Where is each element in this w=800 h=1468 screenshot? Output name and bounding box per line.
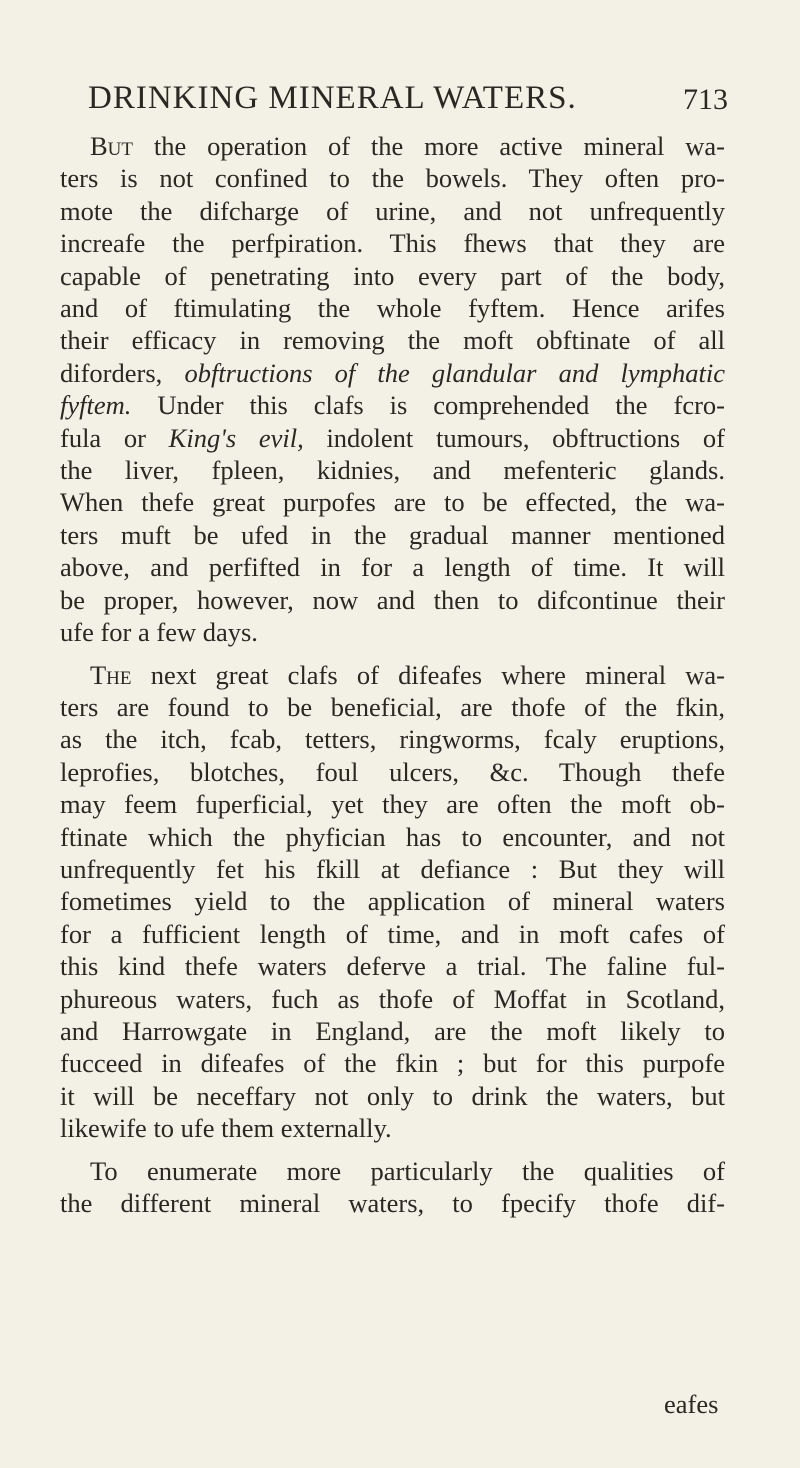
text-line: the liver, fpleen, kidnies, and mefenteric glands.: [60, 455, 725, 486]
body-text: [60, 130, 725, 1219]
text-line: fula or King's evil, indolent tumours, obftructions of: [60, 422, 725, 453]
text-line: increafe the perfpiration. This fhews that they are: [60, 228, 725, 259]
paragraph-2: [60, 659, 725, 1145]
running-head: [88, 76, 728, 120]
text-line: leprofies, blotches, foul ulcers, &c. Though thefe: [60, 756, 725, 787]
text-line: be proper, however, now and then to difcontinue their: [60, 584, 725, 615]
text-line: capable of penetrating into every part of the body,: [60, 260, 725, 291]
text-line: this kind thefe waters deferve a trial. The faline ful-: [60, 951, 725, 982]
text-line: above, and perfifted in for a length of time. It will: [60, 552, 725, 583]
text-line: ters muft be ufed in the gradual manner mentioned: [60, 519, 725, 550]
text-line: fometimes yield to the application of mineral waters: [60, 886, 725, 917]
text-line: and of ftimulating the whole fyftem. Hence arifes: [60, 293, 725, 324]
paragraph-1: [60, 130, 725, 649]
text-line: unfrequently fet his fkill at defiance : But they will: [60, 853, 725, 884]
text-line: their efficacy in removing the moft obftinate of all: [60, 325, 725, 356]
text-line: for a fufficient length of time, and in moft cafes of: [60, 918, 725, 949]
text-line: fucceed in difeafes of the fkin ; but for this purpofe: [60, 1048, 725, 1079]
page-number: 713: [683, 83, 728, 116]
paragraph-3: [60, 1155, 725, 1220]
text-line: The next great clafs of difeafes where mineral wa-: [90, 659, 725, 690]
text-line: ufe for a few days.: [60, 617, 258, 648]
text-line: To enumerate more particularly the qualities of: [90, 1155, 725, 1186]
text-line: as the itch, fcab, tetters, ringworms, fcaly eruptions,: [60, 724, 725, 755]
text-line: mote the difcharge of urine, and not unfrequently: [60, 195, 725, 226]
text-line: ftinate which the phyfician has to encounter, and not: [60, 821, 725, 852]
text-line: and Harrowgate in England, are the moft likely to: [60, 1015, 725, 1046]
text-line: fyftem. Under this clafs is comprehended the fcro-: [60, 390, 725, 421]
text-line: phureous waters, fuch as thofe of Moffat in Scotland,: [60, 983, 725, 1014]
text-line: When thefe great purpofes are to be effected, the wa-: [60, 487, 725, 518]
text-line: diforders, obftructions of the glandular and lymphatic: [60, 357, 725, 388]
text-line: may feem fuperficial, yet they are often the moft ob-: [60, 789, 725, 820]
text-line: the different mineral waters, to fpecify thofe dif-: [60, 1188, 725, 1218]
text-line: But the operation of the more active mineral wa-: [90, 131, 725, 161]
catchword: eafes: [664, 1389, 719, 1419]
running-title: DRINKING MINERAL WATERS.: [88, 80, 577, 116]
text-line: ters is not confined to the bowels. They often pro-: [60, 163, 725, 194]
text-line: it will be neceffary not only to drink the waters, but: [60, 1080, 725, 1111]
text-line: ters are found to be beneficial, are thofe of the fkin,: [60, 691, 725, 722]
text-line: likewife to ufe them externally.: [60, 1113, 392, 1144]
